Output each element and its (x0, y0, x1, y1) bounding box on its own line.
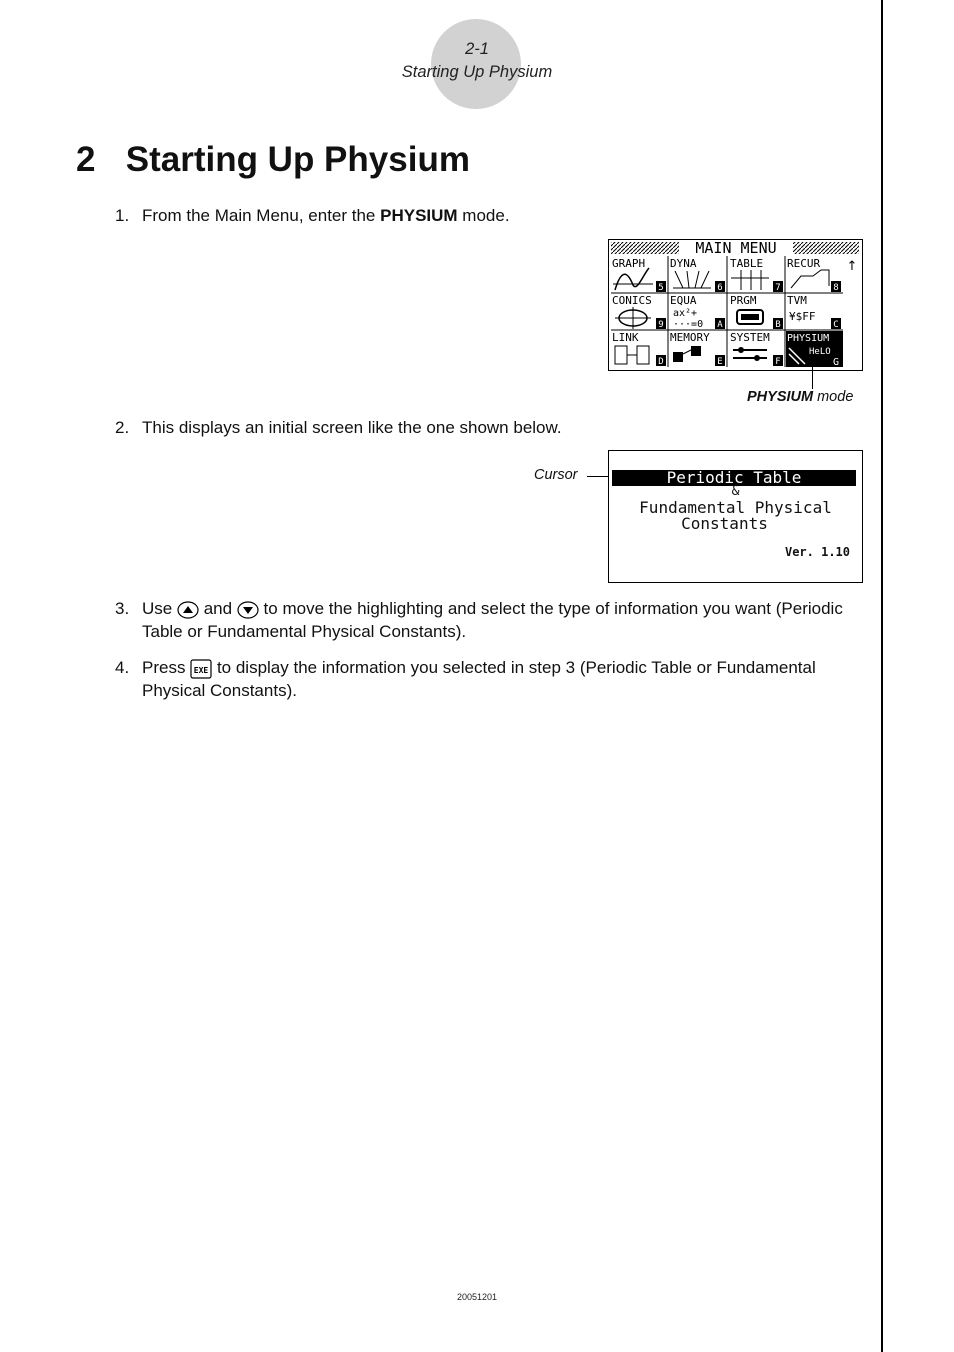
key-label: 7 (775, 283, 781, 293)
menu-option-periodic-table[interactable]: Periodic Table (666, 468, 802, 487)
initial-screen (608, 450, 863, 583)
step-4 (115, 656, 855, 702)
menu-item-equa (670, 294, 725, 330)
chapter-number: 2 (76, 140, 96, 179)
menu-item-label: EQUA (670, 294, 697, 307)
menu-item-memory (670, 331, 725, 367)
menu-item-table (730, 257, 783, 293)
menu-item-link (612, 331, 666, 367)
key-label: C (833, 320, 839, 330)
key-label: E (717, 357, 723, 367)
key-label: 9 (658, 320, 664, 330)
menu-item-graph (612, 257, 666, 293)
menu-item-label: TVM (787, 294, 807, 307)
main-menu-display (609, 240, 862, 370)
step-number: 3. (115, 599, 130, 618)
main-menu-screen (608, 239, 863, 371)
key-label: A (717, 320, 723, 330)
step-text (142, 656, 855, 702)
system-icon-knob (754, 355, 760, 361)
page-header (360, 38, 594, 84)
hatch-right (793, 242, 859, 254)
footer-code: 20051201 (456, 1292, 498, 1302)
menu-item-label: MEMORY (670, 331, 710, 344)
menu-item-recur (787, 257, 857, 293)
menu-item-label: SYSTEM (730, 331, 770, 344)
menu-item-physium-selected (786, 331, 843, 368)
system-icon-knob (738, 347, 744, 353)
step-text-part: Press (142, 658, 186, 677)
step-text (142, 597, 855, 643)
leader-line (812, 367, 813, 389)
chapter-title (76, 140, 470, 180)
menu-item-label: LINK (612, 331, 639, 344)
menu-item-label: GRAPH (612, 257, 646, 270)
step-number: 4. (115, 658, 130, 677)
menu-item-system (730, 331, 783, 367)
physium-icon-text: HeLO (809, 347, 831, 357)
down-arrow-key-icon (237, 601, 259, 619)
step-3 (115, 597, 855, 643)
key-label: G (832, 357, 840, 368)
step-text (142, 204, 855, 227)
menu-option-constants-line2[interactable]: Constants (681, 514, 768, 533)
mode-name: PHYSIUM (380, 206, 458, 225)
graph-icon (615, 268, 649, 290)
dyna-icon (675, 271, 709, 288)
version-label: Ver. 1.10 (784, 545, 850, 559)
menu-item-label: CONICS (612, 294, 652, 307)
ampersand: & (731, 484, 740, 499)
caption-rest: mode (813, 389, 854, 405)
table-icon (731, 270, 769, 290)
chapter-title-text: Starting Up Physium (125, 140, 470, 179)
menu-title: MAIN MENU (695, 240, 777, 257)
step-2 (115, 416, 855, 439)
link-icon (637, 346, 649, 364)
memory-icon (691, 346, 701, 356)
equa-icon-text: ax²+ (673, 308, 698, 319)
menu-item-label: DYNA (670, 257, 697, 270)
menu-item-conics (612, 294, 666, 330)
step-text-part: From the Main Menu, enter the (142, 206, 381, 225)
key-label: D (658, 357, 664, 367)
key-label: 6 (717, 283, 723, 293)
key-label: 8 (833, 283, 839, 293)
step-text-part: and (203, 599, 233, 618)
cursor-caption: Cursor (534, 467, 578, 483)
step-text-part: to move the highlighting and select the type of information you want (Periodic Table or Fundamental Physical Constants). (142, 599, 843, 641)
step-1 (115, 204, 855, 227)
scroll-up-icon: ↑ (846, 259, 858, 274)
step-text-part: Use (142, 599, 173, 618)
caption-bold: PHYSIUM (747, 389, 814, 405)
step-number: 1. (115, 206, 130, 225)
hatch-left (611, 242, 679, 254)
memory-icon-arrow (683, 350, 691, 354)
menu-item-tvm (787, 294, 841, 330)
step-text-part: to display the information you selected in step 3 (Periodic Table or Fundamental Physical Constants). (142, 658, 816, 700)
equa-icon-text: ···=0 (673, 319, 704, 330)
step-text: This displays an initial screen like the one shown below. (142, 418, 562, 437)
up-arrow-key-icon (177, 601, 199, 619)
link-icon (615, 346, 627, 364)
system-icon (733, 350, 767, 358)
tvm-icon: ¥$FF (789, 310, 816, 323)
menu-item-label: PHYSIUM (787, 333, 830, 344)
prgm-icon-screen (741, 314, 759, 320)
physium-mode-caption (747, 389, 853, 405)
key-label: 5 (658, 283, 664, 293)
key-label: F (775, 357, 781, 367)
page-number: 2-1 (465, 40, 489, 58)
menu-item-label: RECUR (787, 257, 821, 270)
menu-item-prgm (730, 294, 783, 330)
recur-icon (791, 270, 829, 288)
step-number: 2. (115, 418, 130, 437)
memory-icon (673, 352, 683, 362)
step-text-part: mode. (457, 206, 510, 225)
key-label: B (775, 320, 781, 330)
page-edge-rule (881, 0, 883, 1352)
section-name: Starting Up Physium (401, 63, 553, 81)
exe-key-icon (190, 659, 212, 679)
menu-item-label: PRGM (730, 294, 757, 307)
menu-option-constants[interactable]: Fundamental Physical (639, 498, 832, 517)
svg-text:EXE: EXE (193, 665, 209, 675)
menu-item-label: TABLE (730, 257, 764, 270)
menu-item-dyna (670, 257, 725, 293)
